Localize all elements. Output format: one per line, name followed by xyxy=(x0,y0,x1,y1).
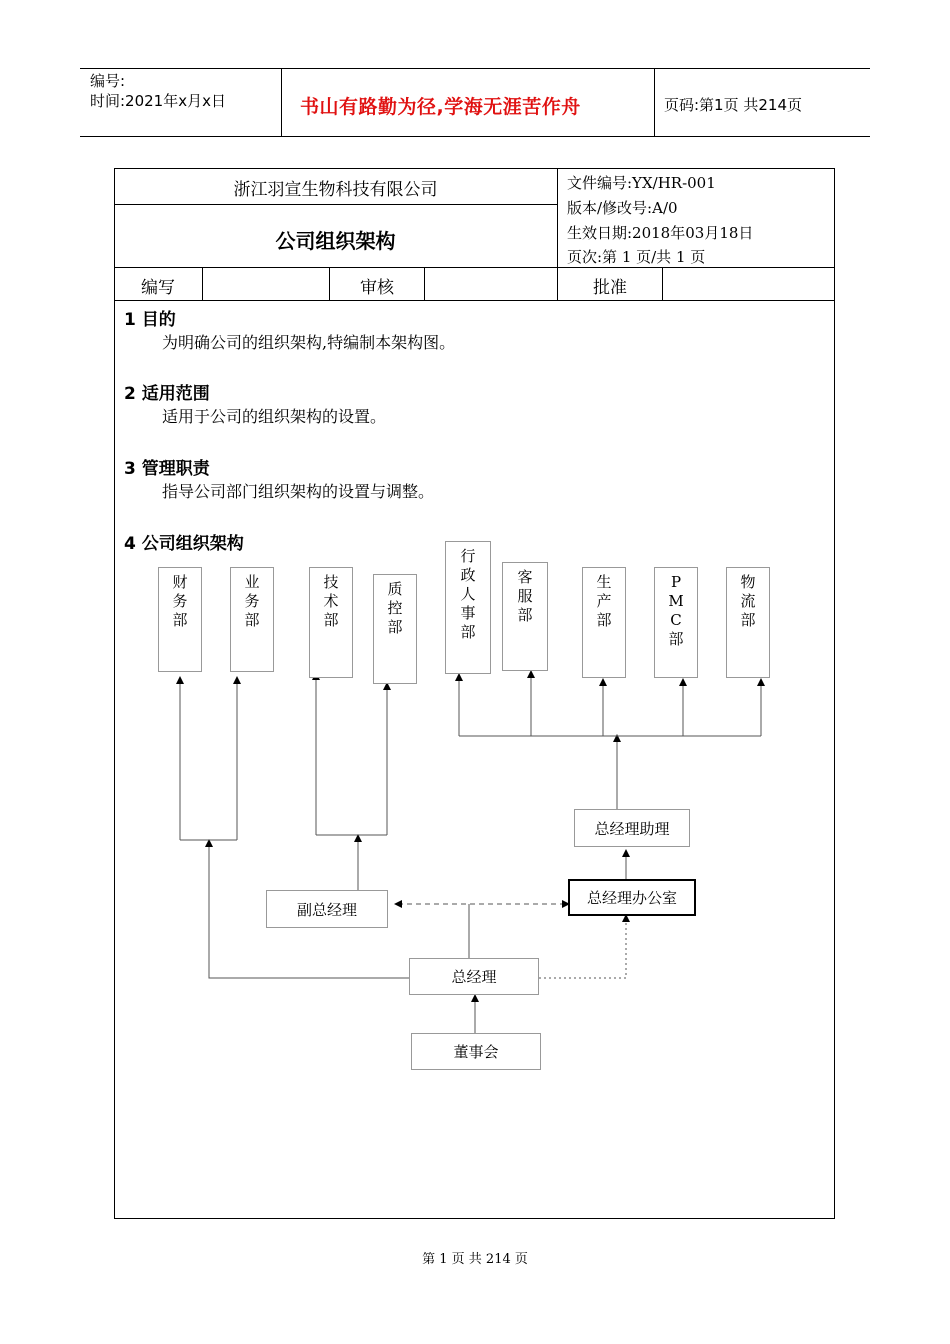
dept-label-char: P xyxy=(670,573,682,591)
dept-finance[interactable] xyxy=(158,567,202,672)
dept-label-char: M xyxy=(668,592,684,610)
file-number: 文件编号:YX/HR-001 xyxy=(567,174,716,192)
dept-label-char: 产 xyxy=(596,592,612,610)
deputy-gm-box[interactable]: 副总经理 xyxy=(266,890,388,928)
dept-quality[interactable] xyxy=(373,574,417,684)
dept-label-char: 人 xyxy=(460,585,476,603)
dept-label-char: 质 xyxy=(387,580,403,598)
section-title: 2 适用范围 xyxy=(124,384,210,404)
header-motto: 书山有路勤为径,学海无涯苦作舟 xyxy=(300,96,581,118)
dept-label-char: 部 xyxy=(668,630,684,648)
dept-label-char: 服 xyxy=(517,587,533,605)
author-label: 编写 xyxy=(141,278,175,298)
section-body: 指导公司部门组织架构的设置与调整。 xyxy=(162,482,435,501)
dept-label-char: 流 xyxy=(740,592,756,610)
dept-logistics[interactable] xyxy=(726,567,770,678)
dept-label-char: 业 xyxy=(244,573,260,591)
section-body: 为明确公司的组织架构,特编制本架构图。 xyxy=(162,333,456,352)
document-title: 公司组织架构 xyxy=(275,229,396,253)
dept-customer-service[interactable] xyxy=(502,562,548,671)
dept-label-char: 物 xyxy=(740,573,756,591)
page-count: 页次:第 1 页/共 1 页 xyxy=(567,248,706,266)
gm-box[interactable]: 总经理 xyxy=(409,958,539,995)
reviewer-label: 审核 xyxy=(360,278,394,298)
version-number: 版本/修改号:A/0 xyxy=(567,199,678,217)
footer-page-number: 第 1 页 共 214 页 xyxy=(422,1252,528,1267)
approver-label: 批准 xyxy=(593,278,627,298)
section-title: 4 公司组织架构 xyxy=(124,534,244,554)
dept-business[interactable] xyxy=(230,567,274,672)
dept-label-char: 控 xyxy=(387,599,403,617)
dept-pmc[interactable] xyxy=(654,567,698,678)
dept-production[interactable] xyxy=(582,567,626,678)
dept-label-char: 生 xyxy=(596,573,612,591)
gm-office-box[interactable]: 总经理办公室 xyxy=(568,879,696,916)
dept-label-char: 技 xyxy=(323,573,339,591)
company-name: 浙江羽宣生物科技有限公司 xyxy=(233,180,438,200)
dept-label-char: 部 xyxy=(740,611,756,629)
dept-label-char: 政 xyxy=(460,566,476,584)
gm-assistant-box[interactable]: 总经理助理 xyxy=(574,809,690,847)
dept-label-char: 部 xyxy=(172,611,188,629)
dept-label-char: 部 xyxy=(517,606,533,624)
section-title: 3 管理职责 xyxy=(124,459,210,479)
dept-label-char: 财 xyxy=(172,573,188,591)
dept-label-char: 部 xyxy=(323,611,339,629)
dept-label-char: 客 xyxy=(517,568,533,586)
dept-label-char: C xyxy=(670,611,682,629)
dept-label-char: 务 xyxy=(244,592,260,610)
dept-label-char: 部 xyxy=(460,623,476,641)
dept-technology[interactable] xyxy=(309,567,353,678)
dept-label-char: 务 xyxy=(172,592,188,610)
header-time-label: 时间:2021年x月x日 xyxy=(90,92,226,110)
header-number-label: 编号: xyxy=(90,72,126,90)
dept-label-char: 部 xyxy=(244,611,260,629)
dept-label-char: 部 xyxy=(387,618,403,636)
dept-label-char: 术 xyxy=(323,592,339,610)
header-page-info: 页码:第1页 共214页 xyxy=(664,96,802,114)
section-body: 适用于公司的组织架构的设置。 xyxy=(162,407,387,426)
dept-label-char: 行 xyxy=(460,547,476,565)
section-title: 1 目的 xyxy=(124,310,176,330)
board-box[interactable]: 董事会 xyxy=(411,1033,541,1070)
effective-date: 生效日期:2018年03月18日 xyxy=(567,224,754,242)
dept-admin-hr[interactable] xyxy=(445,541,491,674)
dept-label-char: 部 xyxy=(596,611,612,629)
dept-label-char: 事 xyxy=(460,604,476,622)
